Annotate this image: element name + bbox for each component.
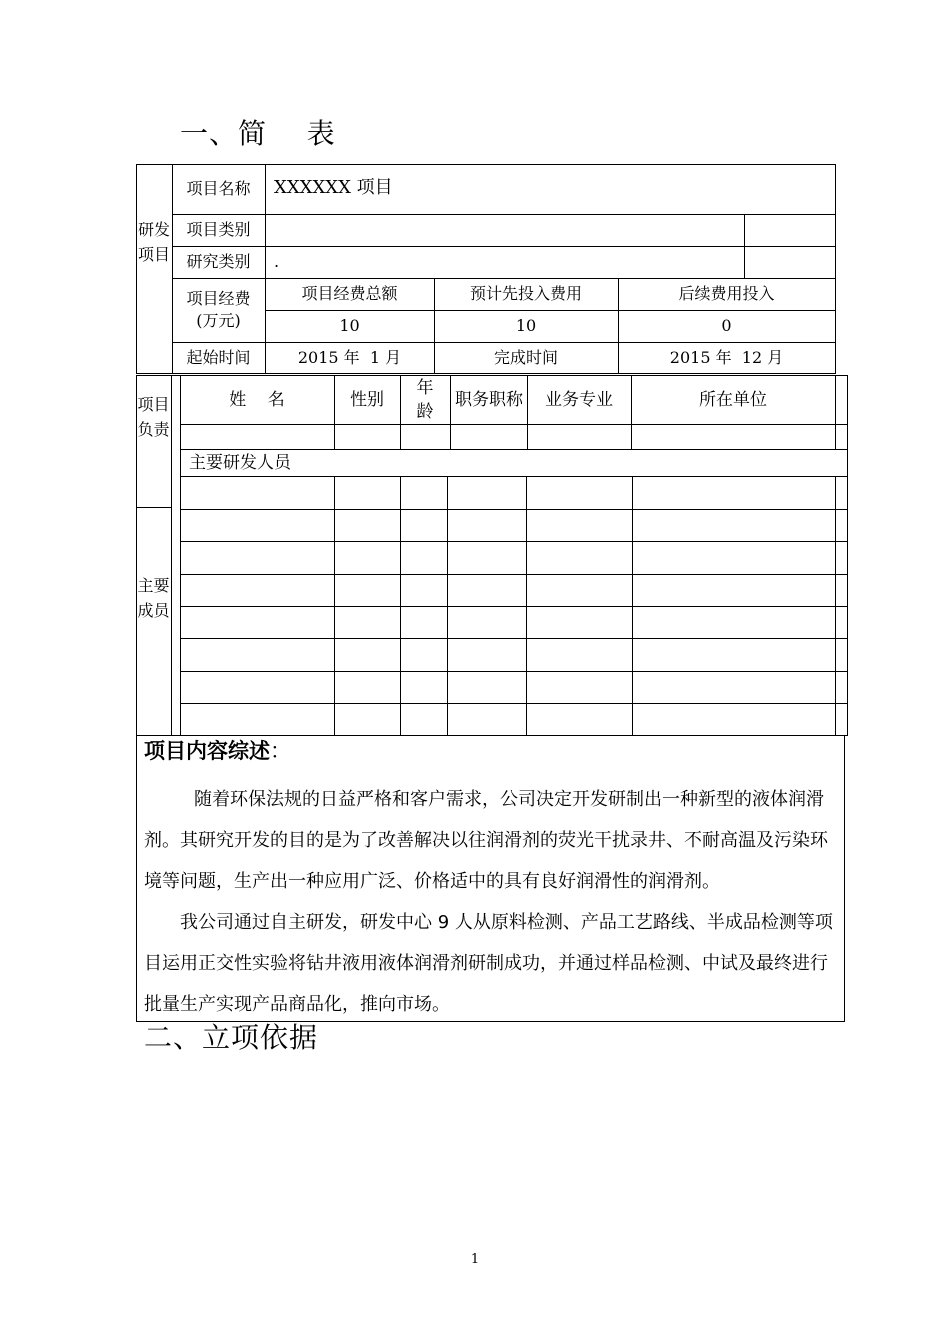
header-title: 职务职称 xyxy=(455,389,523,410)
funding-value-total: 10 xyxy=(339,316,360,335)
funding-label-line1: 项目经费 xyxy=(186,289,251,308)
funding-header-total: 项目经费总额 xyxy=(301,284,398,303)
funding-header-initial: 预计先投入费用 xyxy=(469,284,582,303)
research-type-label: 研究类别 xyxy=(186,252,251,271)
funding-value-followup: 0 xyxy=(721,316,732,335)
end-time-label: 完成时间 xyxy=(493,347,558,367)
summary-paragraph-1: 随着环保法规的日益严格和客户需求，公司决定开发研制出一种新型的液体润滑剂。其研究开发的目的是为了改善解决以往润滑剂的荧光干扰录井、不耐高温及污染环境等问题，生产出一种应用广泛、价格适中的具有良好润滑性的润滑剂。 xyxy=(144,789,828,892)
header-age: 年龄 xyxy=(416,377,434,422)
project-name-label: 项目名称 xyxy=(186,179,251,198)
start-time-label: 起始时间 xyxy=(186,347,251,367)
funding-label xyxy=(172,278,265,342)
section-title-1: 一、简 表 xyxy=(180,117,336,150)
members-side-label: 主要成员 xyxy=(137,576,170,620)
header-name: 姓 名 xyxy=(229,389,285,410)
rd-project-side-label: 研发项目 xyxy=(137,220,170,264)
start-time-value: 2015 年 1 月 xyxy=(297,347,402,367)
project-name-value: XXXXXX 项目 xyxy=(274,177,393,198)
research-type-value: . xyxy=(274,252,280,271)
summary-paragraph-2: 我公司通过自主研发，研发中心 9 人从原料检测、产品工艺路线、半成品检测等项目运用正交性实验将钻井液用液体润滑剂研制成功，并通过样品检测、中试及最终进行批量生产实现产品商品化，推向市场。 xyxy=(144,912,833,1015)
leader-side-label: 项目负责 xyxy=(137,395,170,439)
project-type-label: 项目类别 xyxy=(186,220,251,239)
summary-heading-text: 项目内容综述 xyxy=(144,739,270,763)
section-title-2: 二、立项依据 xyxy=(144,1021,319,1054)
main-rd-staff-label: 主要研发人员 xyxy=(189,452,291,473)
summary-heading-colon: ： xyxy=(270,739,291,763)
funding-header-followup: 后续费用投入 xyxy=(678,284,775,303)
header-gender: 性别 xyxy=(350,389,384,410)
page-number: 1 xyxy=(470,1252,480,1267)
summary-heading xyxy=(144,736,291,766)
header-specialty: 业务专业 xyxy=(545,389,613,410)
header-unit: 所在单位 xyxy=(699,389,767,410)
end-time-value: 2015 年 12 月 xyxy=(669,347,784,367)
funding-label-line2: (万元) xyxy=(196,311,241,330)
funding-value-initial: 10 xyxy=(515,316,537,335)
